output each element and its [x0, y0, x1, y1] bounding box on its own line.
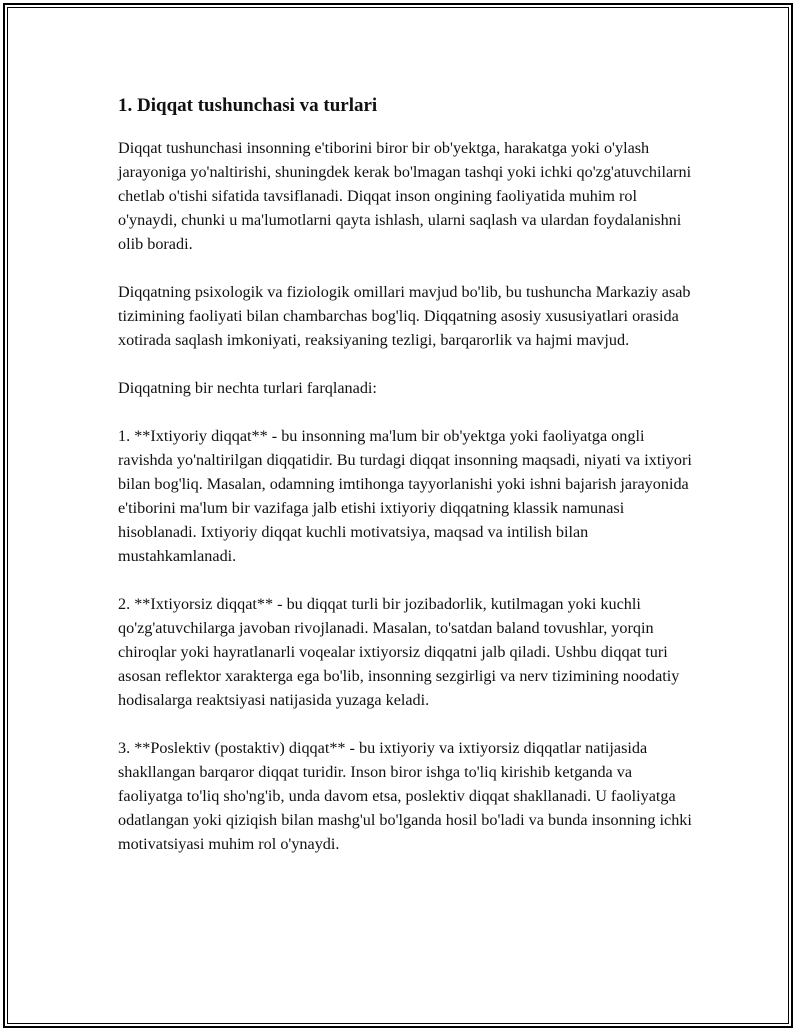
- paragraph-voluntary-attention: 1. **Ixtiyoriy diqqat** - bu insonning ma'lum bir ob'yektga yoki faoliyatga ongli ravishda yo'naltirilgan diqqatidir. Bu turdagi diqqat insonning maqsadi, niyati va ixtiyori bilan bog'liq. Masalan, odamning imtihonga tayyorlanishi yoki ishni bajarish jarayonida e'tiborini ma'lum bir vazifaga jalb etishi ixtiyoriy diqqatning klassik namunasi hisoblanadi. Ixtiyoriy diqqat kuchli motivatsiya, maqsad va intilish bilan mustahkamlanadi.: [118, 427, 692, 565]
- paragraph-postvoluntary-attention: 3. **Poslektiv (postaktiv) diqqat** - bu ixtiyoriy va ixtiyorsiz diqqatlar natijasida shakllangan barqaror diqqat turidir. Inson biror ishga to'liq kirishib ketganda va faoliyatga to'liq sho'ng'ib, unda davom etsa, poslektiv diqqat shakllanadi. U faoliyatga odatlangan yoki qiziqish bilan mashg'ul bo'lganda hosil bo'ladi va bunda insonning ichki motivatsiyasi muhim rol o'ynaydi.: [118, 739, 692, 853]
- paragraph-involuntary-attention: 2. **Ixtiyorsiz diqqat** - bu diqqat turli bir jozibadorlik, kutilmagan yoki kuchli qo'zg'atuvchilarga javoban rivojlanadi. Masalan, to'satdan baland tovushlar, yorqin chiroqlar yoki hayratlanarli voqealar ixtiyorsiz diqqatni jalb qiladi. Ushbu diqqat turi asosan reflektor xarakterga ega bo'lib, insonning sezgirligi va nerv tizimining noodatiy hodisalarga reaktsiyasi natijasida yuzaga keladi.: [118, 595, 680, 709]
- paragraph-factors: Diqqatning psixologik va fiziologik omillari mavjud bo'lib, bu tushuncha Markaziy asab tizimining faoliyati bilan chambarchas bog'liq. Diqqatning asosiy xususiyatlari orasida xotirada saqlash imkoniyati, reaksiyaning tezligi, barqarorlik va hajmi mavjud.: [118, 283, 691, 349]
- document-body: [118, 94, 698, 880]
- paragraph-types-intro: Diqqatning bir nechta turlari farqlanadi:: [118, 379, 377, 397]
- section-title: 1. Diqqat tushunchasi va turlari: [118, 95, 378, 116]
- paragraph-definition: Diqqat tushunchasi insonning e'tiborini biror bir ob'yektga, harakatga yoki o'ylash jarayoniga yo'naltirishi, shuningdek kerak bo'lmagan tashqi yoki ichki qo'zg'atuvchilarni chetlab o'tishi sifatida tavsiflanadi. Diqqat inson ongining faoliyatida muhim rol o'ynaydi, chunki u ma'lumotlarni qayta ishlash, ularni saqlash va ulardan foydalanishni olib boradi.: [118, 139, 692, 253]
